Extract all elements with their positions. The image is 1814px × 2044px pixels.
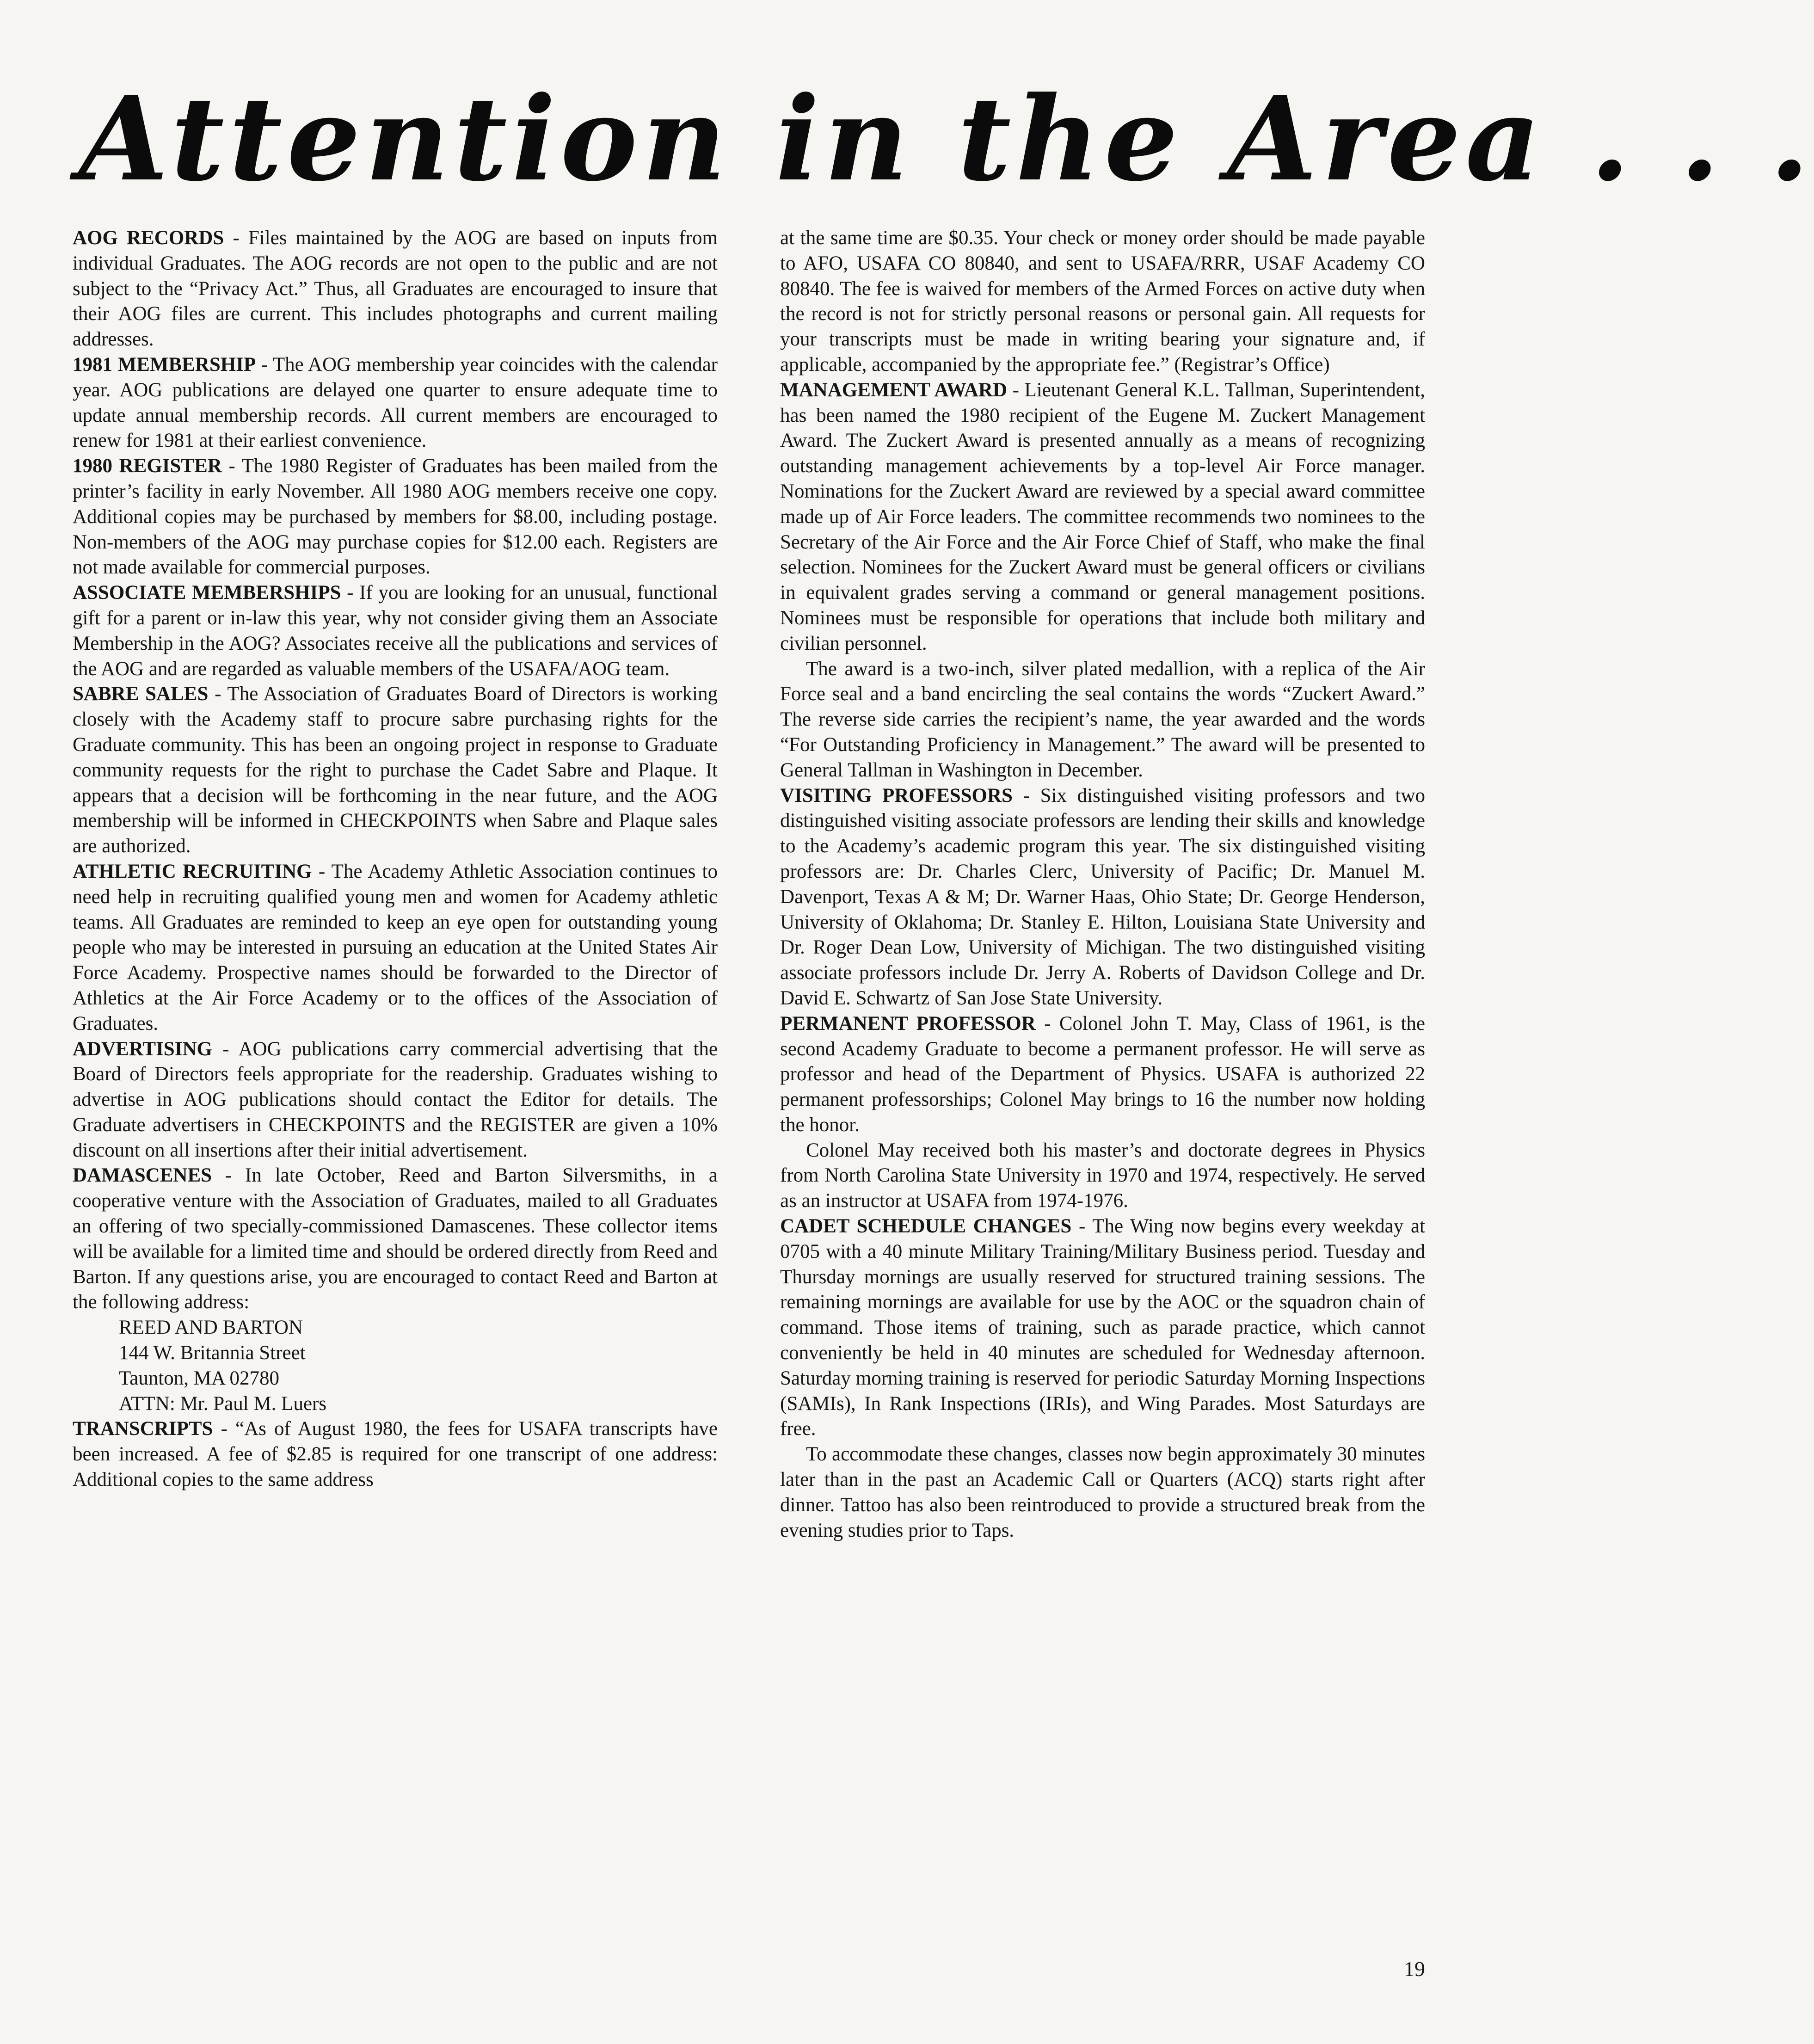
section-management-award [780,378,1425,657]
section-sabre-sales [73,682,718,859]
section-damascenes [73,1163,718,1315]
section-membership [73,352,718,454]
section-text-continued: The award is a two-inch, silver plated medallion, with a replica of the Air Force seal and a band encircling the seal contains the words “Zuckert Award.” The reverse side carries the recipient’s name, the year awarded and the words “For Outstanding Proficiency in Management.” The award will be presented to General Tallman in Washington in December. [780,658,1425,781]
address-line: 144 W. Britannia Street [119,1342,306,1364]
section-permanent-professor [780,1011,1425,1138]
section-heading: AOG RECORDS [73,227,224,249]
address-line: Taunton, MA 02780 [119,1367,279,1389]
section-athletic-recruiting [73,859,718,1037]
section-text: - Six distinguished visiting professors and two distinguished visiting associate professors are lending their skills and knowledge to the Academy’s academic program this year. The six distinguished visiting professors are: Dr. Charles Clerc, University of Pacific; Dr. Manuel M. Davenport, Texas A & M; Dr. Warner Haas, Ohio State; Dr. George Henderson, University of Oklahoma; Dr. Stanley E. Hilton, Louisiana State University and Dr. Roger Dean Low, University of Michigan. The two distinguished visiting associate professors include Dr. Jerry A. Roberts of Davidson College and Dr. David E. Schwartz of San Jose State University. [780,784,1426,1009]
section-heading: PERMANENT PROFESSOR [780,1012,1036,1034]
section-cadet-schedule-changes [780,1214,1425,1442]
address-line: REED AND BARTON [119,1317,303,1339]
section-text-continued: Colonel May received both his master’s and doctorate degrees in Physics from North Carolina State University in 1970 and 1974, respectively. He served as an instructor at USAFA from 1974-1976. [780,1139,1425,1212]
section-transcripts [73,1416,718,1492]
section-text: - Files maintained by the AOG are based on inputs from individual Graduates. The AOG records are not open to the public and are not subject to the “Privacy Act.” Thus, all Graduates are encouraged to insure that their AOG files are current. This includes photographs and current mailing addresses. [73,227,718,351]
section-visiting-professors [780,783,1425,1011]
section-text: - “As of August 1980, the fees for USAFA transcripts have been increased. A fee of $2.85 is required for one transcript of one address: Additional copies to the same address [73,1418,718,1491]
section-associate-memberships [73,580,718,682]
section-transcripts-continued: at the same time are $0.35. Your check or money order should be made payable to AFO, USAFA CO 80840, and sent to USAFA/RRR, USAF Academy CO 80840. The fee is waived for members of the Armed Forces on active duty when the record is not for strictly personal reasons or personal gain. All requests for your transcripts must be made in writing bearing your signature and, if applicable, accompanied by the appropriate fee.” (Registrar’s Office) [780,227,1425,376]
section-text: - Lieutenant General K.L. Tallman, Superintendent, has been named the 1980 recipient of the Eugene M. Zuckert Management Award. The Zuckert Award is presented annually as a means of recognizing outstanding management achievements by a top-level Air Force manager. Nominations for the Zuckert Award are reviewed by a special award committee made up of Air Force leaders. The committee recommends two nominees to the Secretary of the Air Force and the Air Force Chief of Staff, who make the final selection. Nominees for the Zuckert Award must be general officers or civilians in equivalent grades serving a command or general management positions. Nominees must be responsible for operations that include both military and civilian personnel. [780,379,1426,654]
section-text: - The 1980 Register of Graduates has been mailed from the printer’s facility in early November. All 1980 AOG members receive one copy. Additional copies may be purchased by members for $8.00, including postage. Non-members of the AOG may purchase copies for $12.00 each. Registers are not made available for commercial purposes. [73,455,718,579]
section-heading: ATHLETIC RECRUITING [73,860,312,882]
section-heading: VISITING PROFESSORS [780,784,1013,807]
section-heading: SABRE SALES [73,683,209,705]
section-text: - The AOG membership year coincides with the calendar year. AOG publications are delayed one quarter to ensure adequate time to update annual membership records. All current members are encouraged to renew for 1981 at their earliest convenience. [73,353,718,452]
section-heading: 1981 MEMBERSHIP [73,353,256,376]
section-heading: CADET SCHEDULE CHANGES [780,1215,1072,1237]
section-heading: MANAGEMENT AWARD [780,379,1008,401]
section-text: - In late October, Reed and Barton Silversmiths, in a cooperative venture with the Association of Graduates, mailed to all Graduates an offering of two specially-commissioned Damascenes. These collector items will be available for a limited time and should be ordered directly from Reed and Barton. If any questions arise, you are encouraged to contact Reed and Barton at the following address: [73,1164,718,1313]
section-heading: ADVERTISING [73,1038,212,1060]
section-text: - If you are looking for an unusual, functional gift for a parent or in-law this year, why not consider giving them an Associate Membership in the AOG? Associates receive all the publications and services of the AOG and are regarded as valuable members of the USAFA/AOG team. [73,582,718,680]
page-title: Attention in the Area . . . [79,71,1814,207]
section-register [73,454,718,580]
section-text: - AOG publications carry commercial advertising that the Board of Directors feels appropriate for the readership. Graduates wishing to advertise in AOG publications should contact the Editor for details. The Graduate advertisers in CHECKPOINTS and the REGISTER are given a 10% discount on all insertions after their initial advertisement. [73,1038,718,1161]
address-line: ATTN: Mr. Paul M. Luers [119,1392,327,1415]
left-column [73,226,718,1493]
section-text-continued: To accommodate these changes, classes now begin approximately 30 minutes later than in the past an Academic Call or Quarters (ACQ) starts right after dinner. Tattoo has also been reintroduced to provide a structured break from the evening studies prior to Taps. [780,1443,1425,1541]
section-aog-records [73,226,718,352]
section-advertising [73,1037,718,1164]
section-heading: ASSOCIATE MEMBERSHIPS [73,582,341,604]
section-heading: 1980 REGISTER [73,455,222,477]
section-heading: TRANSCRIPTS [73,1418,213,1440]
right-column [780,226,1425,1543]
section-text: - The Association of Graduates Board of Directors is working closely with the Academy staff to procure sabre purchasing rights for the Graduate community. This has been an ongoing project in response to Graduate community requests for the right to purchase the Cadet Sabre and Plaque. It appears that a decision will be forthcoming in the near future, and the AOG membership will be informed in CHECKPOINTS when Sabre and Plaque sales are authorized. [73,683,718,857]
page-number: 19 [1404,1957,1425,1981]
section-text: - The Wing now begins every weekday at 0705 with a 40 minute Military Training/Military Business period. Tuesday and Thursday mornings are usually reserved for structured training sessions. The remaining mornings are available for use by the AOC or the squadron chain of command. Those items of training, such as parade practice, which cannot conveniently be held in 40 minutes are scheduled for Wednesday afternoon. Saturday morning training is reserved for periodic Saturday Morning Inspections (SAMIs), In Rank Inspections (IRIs), and Wing Parades. Most Saturdays are free. [780,1215,1425,1440]
section-text: - Colonel John T. May, Class of 1961, is the second Academy Graduate to become a permanent professor. He will serve as professor and head of the Department of Physics. USAFA is authorized 22 permanent professorships; Colonel May brings to 16 the number now holding the honor. [780,1012,1425,1136]
section-heading: DAMASCENES [73,1164,212,1187]
mailing-address [119,1315,718,1416]
section-text: - The Academy Athletic Association continues to need help in recruiting qualified young men and women for Academy athletic teams. All Graduates are reminded to keep an eye open for outstanding young people who may be interested in pursuing an education at the United States Air Force Academy. Prospective names should be forwarded to the Director of Athletics at the Air Force Academy or to the offices of the Association of Graduates. [73,860,718,1034]
